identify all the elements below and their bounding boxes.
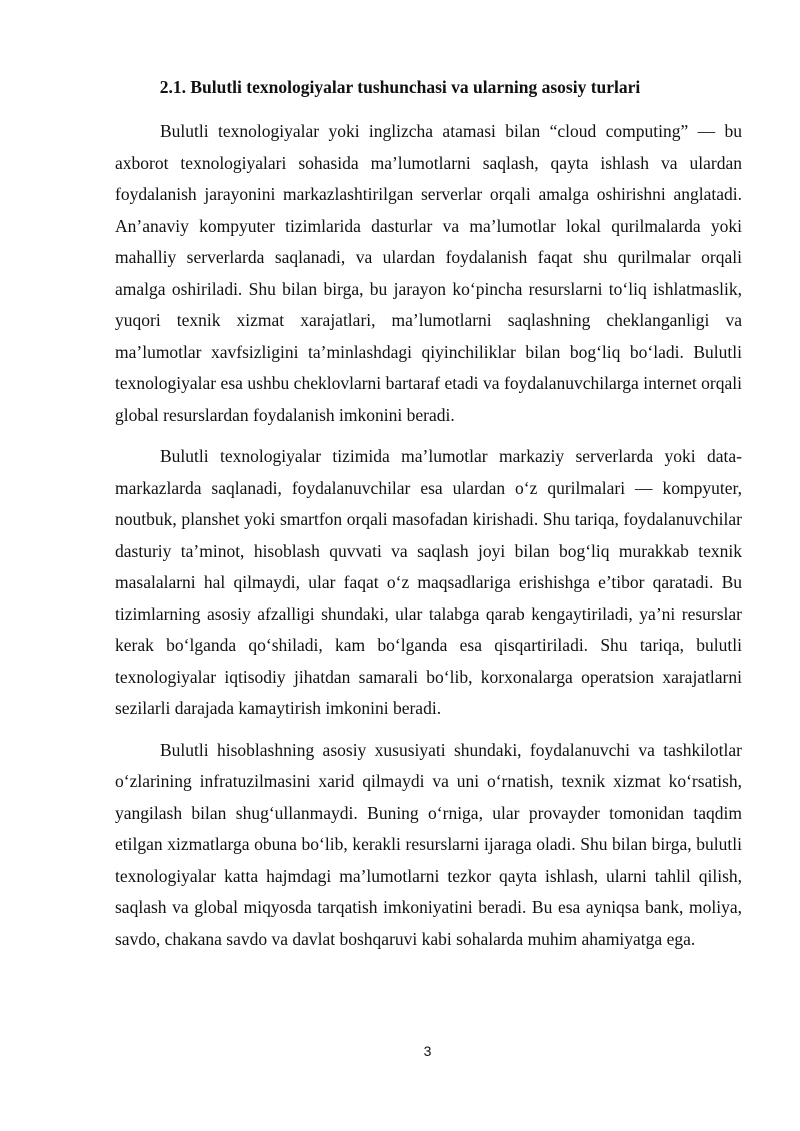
body-text xyxy=(115,116,742,965)
paragraph-1: Bulutli texnologiyalar yoki inglizcha atamasi bilan “cloud computing” — bu axborot texnologiyalari sohasida ma’lumotlarni saqlash, qayta ishlash va ulardan foydalanish jarayonini markazlashtirilgan serverlar orqali amalga oshirishni anglatadi. An’anaviy kompyuter tizimlarida dasturlar va ma’lumotlar lokal qurilmalarda yoki mahalliy serverlarda saqlanadi, va ulardan foydalanish faqat shu qurilmalar orqali amalga oshiriladi. Shu bilan birga, bu jarayon ko‘pincha resurslarni to‘liq ishlatmaslik, yuqori texnik xizmat xarajatlari, ma’lumotlarni saqlashning cheklanganligi va ma’lumotlar xavfsizligini ta’minlashdagi qiyinchiliklar bilan bog‘liq bo‘ladi. Bulutli texnologiyalar esa ushbu cheklovlarni bartaraf etadi va foydalanuvchilarga internet orqali global resurslardan foydalanish imkonini beradi. xyxy=(115,121,742,425)
section-heading: 2.1. Bulutli texnologiyalar tushunchasi va ularning asosiy turlari xyxy=(159,77,641,97)
page-number: 3 xyxy=(423,1043,432,1059)
paragraph-2: Bulutli texnologiyalar tizimida ma’lumotlar markaziy serverlarda yoki data-markazlarda saqlanadi, foydalanuvchilar esa ulardan o‘z qurilmalari — kompyuter, noutbuk, planshet yoki smartfon orqali masofadan kirishadi. Shu tariqa, foydalanuvchilar dasturiy ta’minot, hisoblash quvvati va saqlash joyi bilan bog‘liq murakkab texnik masalalarni hal qilmaydi, ular faqat o‘z maqsadlariga erishishga e’tibor qaratadi. Bu tizimlarning asosiy afzalligi shundaki, ular talabga qarab kengaytiriladi, ya’ni resurslar kerak bo‘lganda qo‘shiladi, kam bo‘lganda esa qisqartiriladi. Shu tariqa, bulutli texnologiyalar iqtisodiy jihatdan samarali bo‘lib, korxonalarga operatsion xarajatlarni sezilarli darajada kamaytirish imkonini beradi. xyxy=(115,446,742,718)
paragraph-3: Bulutli hisoblashning asosiy xususiyati shundaki, foydalanuvchi va tashkilotlar o‘zlarining infratuzilmasini xarid qilmaydi va uni o‘rnatish, texnik xizmat ko‘rsatish, yangilash bilan shug‘ullanmaydi. Buning o‘rniga, ular provayder tomonidan taqdim etilgan xizmatlarga obuna bo‘lib, kerakli resurslarni ijaraga oladi. Shu bilan birga, bulutli texnologiyalar katta hajmdagi ma’lumotlarni tezkor qayta ishlash, ularni tahlil qilish, saqlash va global miqyosda tarqatish imkoniyatini beradi. Bu esa ayniqsa bank, moliya, savdo, chakana savdo va davlat boshqaruvi kabi sohalarda muhim ahamiyatga ega. xyxy=(115,739,742,949)
